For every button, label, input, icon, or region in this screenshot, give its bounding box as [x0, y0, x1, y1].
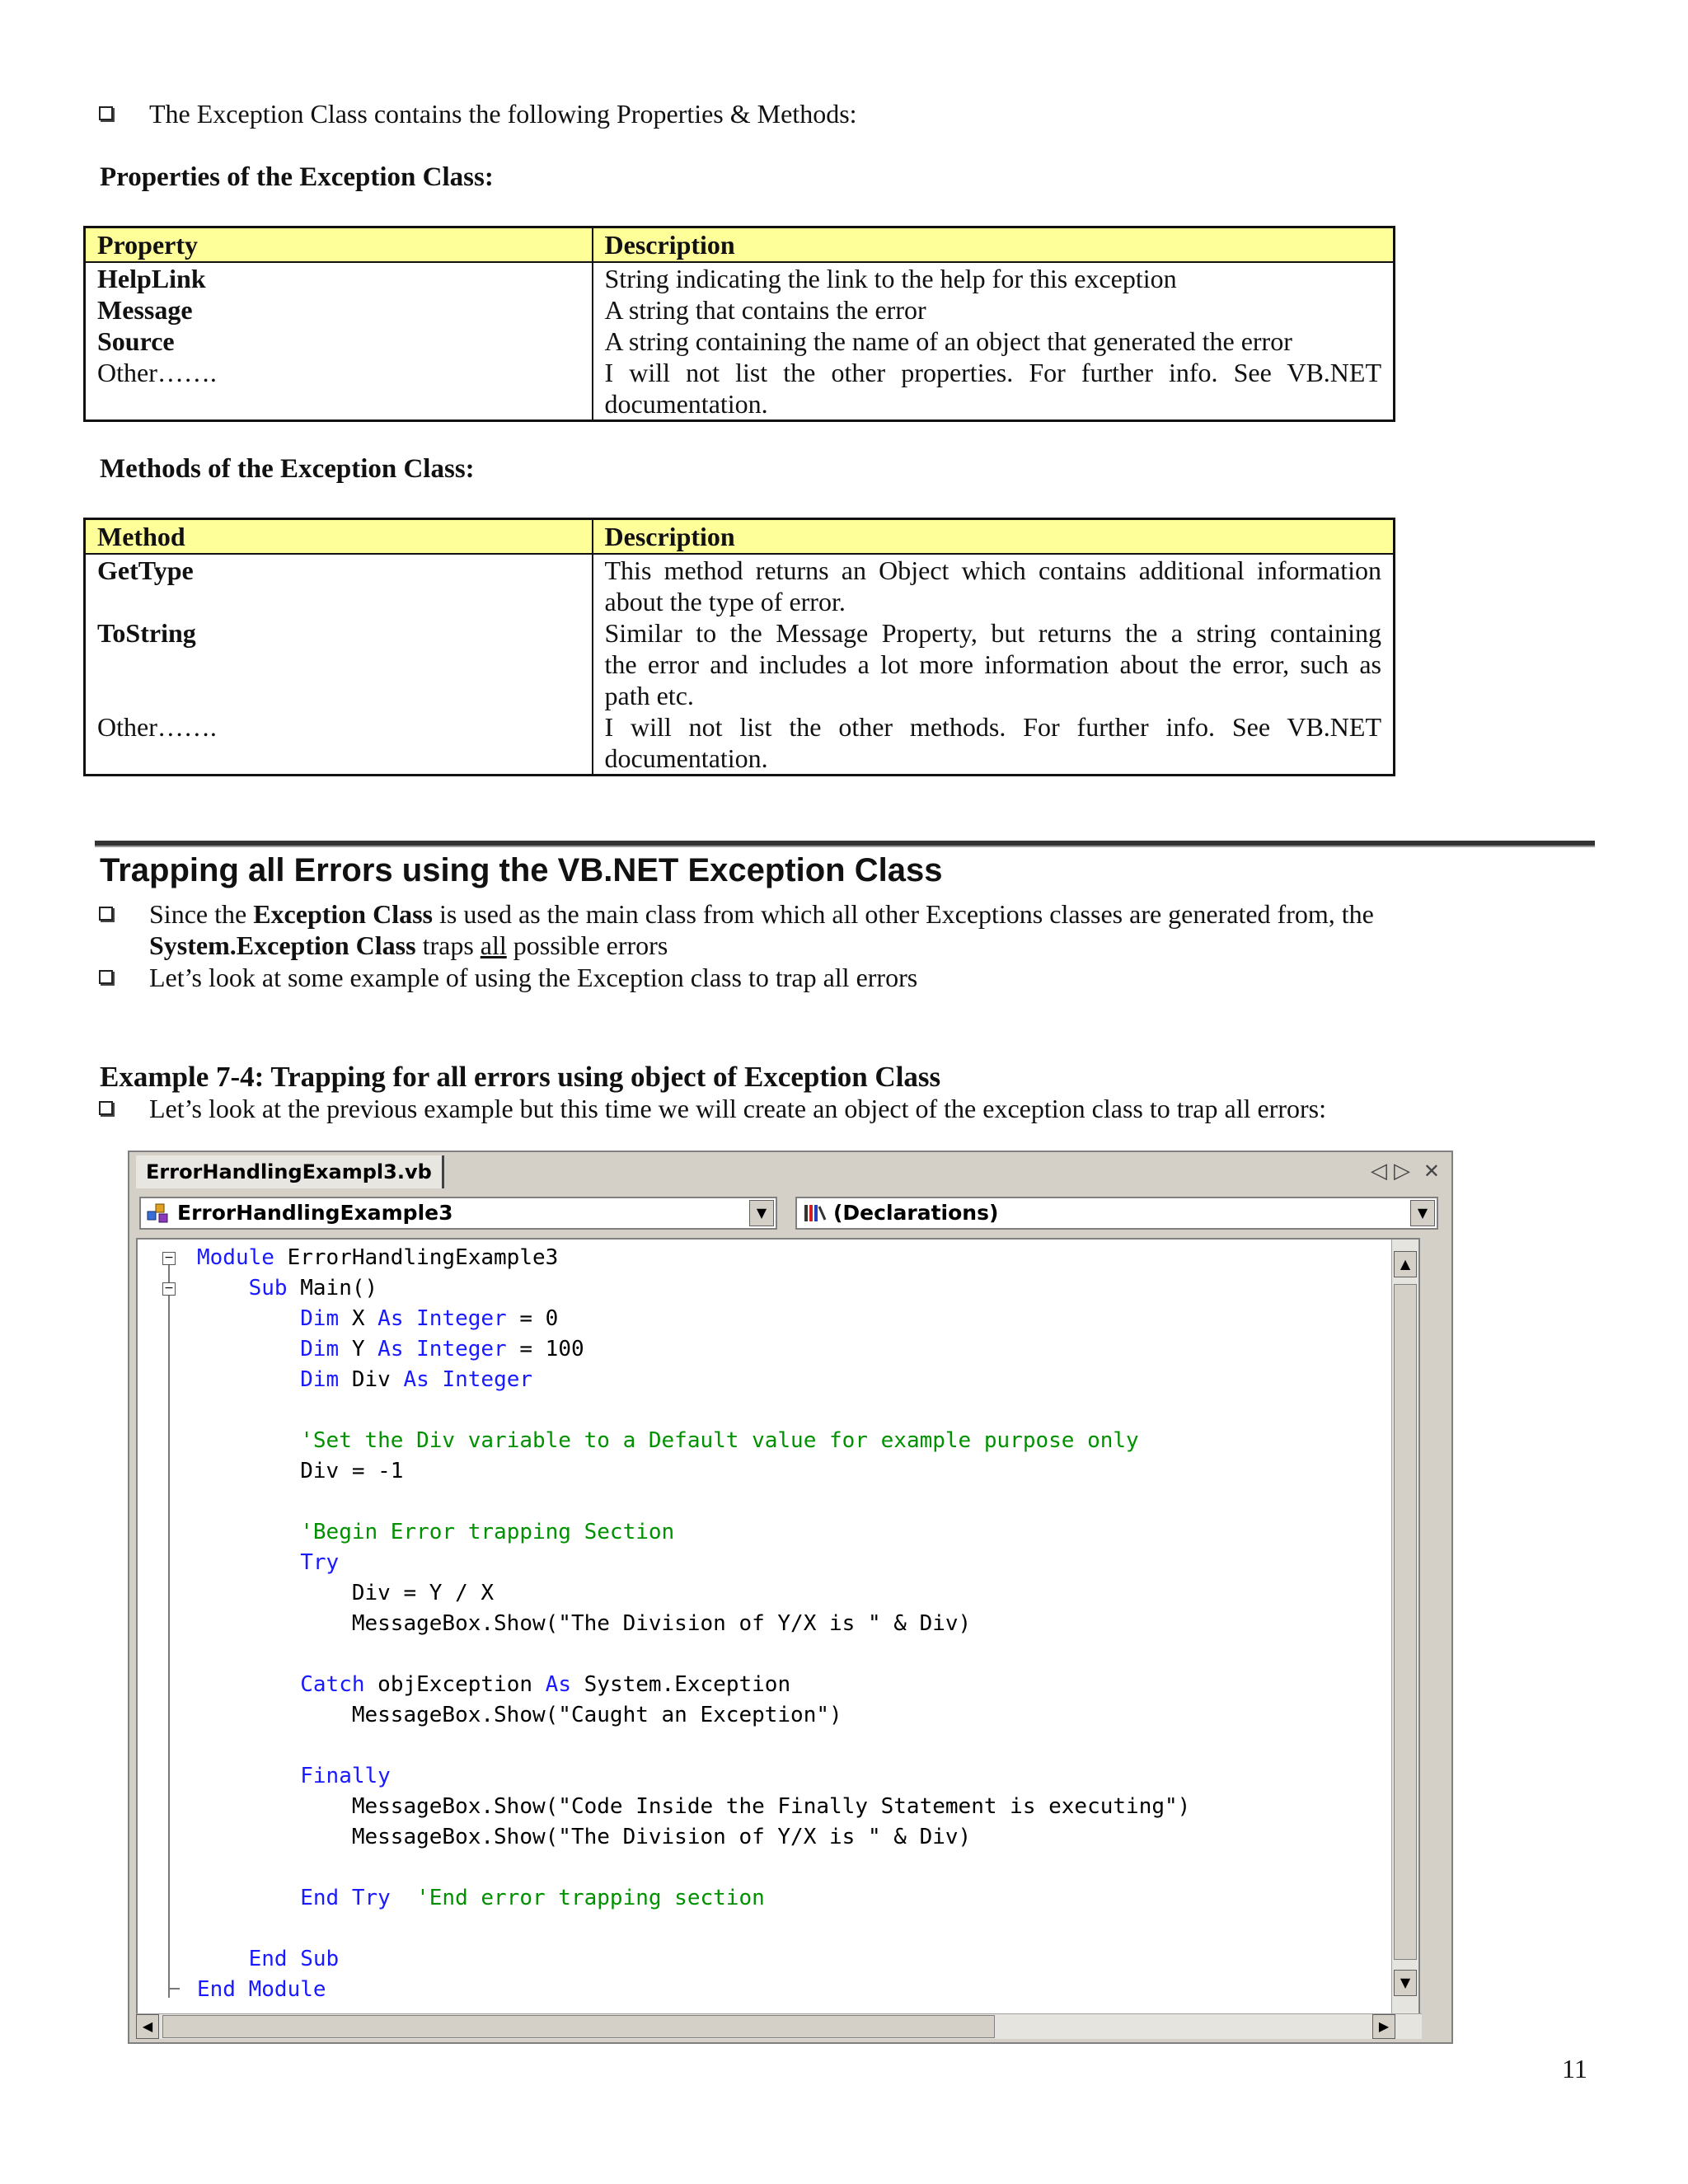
bullet-icon: [99, 907, 113, 921]
horizontal-scrollbar[interactable]: [136, 2013, 1422, 2039]
section-divider: [95, 841, 1595, 847]
class-name-value: ErrorHandlingExample3: [177, 1201, 453, 1225]
description-line: documentation.: [604, 389, 768, 419]
example-bullet-text: Let’s look at the previous example but this time we will create an object of the exception class to trap all errors:: [149, 1094, 1326, 1123]
description-line: I will not list the other methods. For further info. See VB.NET: [604, 712, 1381, 742]
table-row: [85, 554, 1395, 617]
scroll-thumb[interactable]: [162, 2015, 995, 2038]
outline-guide: [168, 1988, 180, 1990]
collapse-icon[interactable]: −: [162, 1282, 176, 1296]
description-line: This method returns an Object which contains additional information: [604, 555, 1381, 585]
chevron-down-icon[interactable]: ▼: [1410, 1200, 1435, 1226]
page-number: 11: [1562, 2054, 1587, 2083]
class-name-dropdown[interactable]: [139, 1197, 777, 1230]
table-row: [85, 262, 1395, 294]
property-description: String indicating the link to the help for this exception: [604, 264, 1177, 293]
bullet-text: Since the Exception Class is used as the main class from which all other Exceptions classes are generated from, the System.Exception Class traps all possible errors: [149, 899, 1374, 960]
property-description: [593, 357, 1395, 421]
bullet-text: Let’s look at some example of using the Exception class to trap all errors: [149, 963, 918, 992]
description-line: documentation.: [604, 743, 768, 773]
description-line: I will not list the other properties. For further info. See VB.NET: [604, 358, 1381, 387]
properties-table: [83, 226, 1395, 422]
method-name: GetType: [85, 554, 593, 617]
method-description: [593, 711, 1395, 776]
declarations-icon: [802, 1202, 827, 1225]
methods-table: [83, 518, 1395, 776]
bullet-icon: [99, 1101, 113, 1115]
column-header-method: Method: [85, 519, 593, 555]
code-listing: Module ErrorHandlingExample3 Sub Main() Dim X As Integer = 0 Dim Y As Integer = 100 Dim Div As Integer 'Set the Div variable to a Default value for example purpose only Div = -1 'Begin Error trapping Section Try Div = Y / X MessageBox.Show("The Division of Y/X is " & Div) Catch objException As System.Exception MessageBox.Show("Caught an Exception") Finally MessageBox.Show("Code Inside the Finally Statement is executing") MessageBox.Show("The Division of Y/X is " & Div) End Try 'End error trapping section End Sub End Module: [197, 1245, 1191, 2002]
property-name: HelpLink: [85, 262, 593, 294]
methods-heading: Methods of the Exception Class:: [100, 454, 475, 484]
scroll-thumb[interactable]: [1394, 1284, 1417, 1960]
description-line: Similar to the Message Property, but returns the a string containing: [604, 618, 1381, 648]
properties-heading: Properties of the Exception Class:: [100, 162, 494, 192]
property-name: Other…….: [85, 357, 593, 421]
property-description: A string that contains the error: [604, 295, 926, 325]
column-header-property: Property: [85, 227, 593, 263]
method-name-dropdown[interactable]: [795, 1197, 1438, 1230]
table-row: [85, 617, 1395, 711]
outline-guide: [168, 1258, 170, 1998]
example-heading: Example 7-4: Trapping for all errors using object of Exception Class: [100, 1061, 941, 1093]
chevron-down-icon[interactable]: ▼: [749, 1200, 774, 1226]
method-name-value: (Declarations): [833, 1201, 999, 1225]
close-icon[interactable]: ✕: [1423, 1160, 1440, 1183]
scroll-left-icon[interactable]: ◀: [136, 2014, 159, 2039]
intro-text: The Exception Class contains the following Properties & Methods:: [149, 99, 857, 129]
code-editor-window: [128, 1151, 1453, 2044]
vertical-scrollbar[interactable]: [1391, 1240, 1418, 2014]
property-name: Message: [85, 294, 593, 326]
scroll-down-icon[interactable]: ▼: [1394, 1970, 1417, 1996]
table-row: [85, 294, 1395, 326]
section-title: Trapping all Errors using the VB.NET Exception Class: [100, 852, 943, 888]
scroll-right-icon[interactable]: ▶: [1372, 2014, 1395, 2039]
code-area[interactable]: [136, 1238, 1420, 2016]
table-row: [85, 711, 1395, 776]
scroll-up-icon[interactable]: ▲: [1394, 1251, 1417, 1277]
method-description: [593, 554, 1395, 617]
table-row: [85, 357, 1395, 421]
property-description: A string containing the name of an object that generated the error: [604, 326, 1292, 356]
description-line: path etc.: [604, 681, 694, 710]
table-header-row: [85, 227, 1395, 263]
property-name: Source: [85, 326, 593, 357]
method-description: [593, 617, 1395, 711]
description-line: about the type of error.: [604, 587, 846, 616]
tab-next-icon[interactable]: ▷: [1394, 1159, 1410, 1183]
table-row: [85, 326, 1395, 357]
column-header-description: Description: [593, 227, 1395, 263]
bullet-icon: [99, 970, 113, 984]
method-name: Other…….: [85, 711, 593, 776]
bullet-icon: [99, 106, 113, 120]
tab-prev-icon[interactable]: ◁: [1371, 1159, 1387, 1183]
column-header-description: Description: [593, 519, 1395, 555]
table-header-row: [85, 519, 1395, 555]
collapse-icon[interactable]: −: [162, 1252, 176, 1265]
editor-tab[interactable]: ErrorHandlingExampl3.vb: [136, 1155, 444, 1188]
module-icon: [146, 1202, 171, 1225]
method-name: ToString: [85, 617, 593, 711]
description-line: the error and includes a lot more information about the error, such as: [604, 649, 1381, 679]
